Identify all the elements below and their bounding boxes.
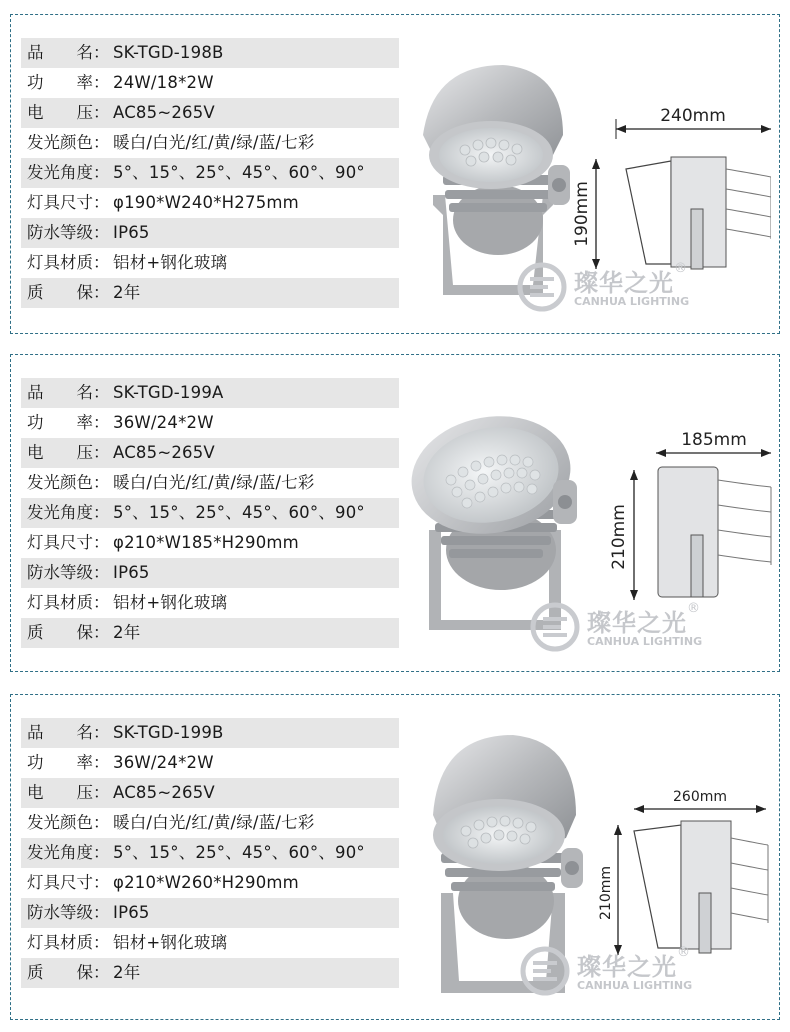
spec-value: 2年 bbox=[113, 283, 141, 302]
spec-row-size bbox=[21, 528, 399, 558]
spec-label: 灯具尺寸： bbox=[27, 873, 110, 892]
spec-value: 36W/24*2W bbox=[113, 753, 214, 772]
spec-label: 品 名： bbox=[27, 723, 110, 742]
spec-value: IP65 bbox=[113, 223, 150, 242]
spec-row-material bbox=[21, 248, 399, 278]
spec-label: 发光角度： bbox=[27, 163, 110, 182]
spec-label: 电 压： bbox=[27, 103, 110, 122]
height-dimension-label: 210mm bbox=[598, 866, 614, 920]
product-card-199a bbox=[10, 354, 780, 672]
spec-value: 5°、15°、25°、45°、60°、90° bbox=[113, 163, 365, 182]
logo-english: CANHUA LIGHTING bbox=[577, 979, 693, 992]
logo-english: CANHUA LIGHTING bbox=[574, 295, 690, 308]
spec-label: 灯具材质： bbox=[27, 253, 110, 272]
spec-row-angle bbox=[21, 838, 399, 868]
spec-value: φ210*W260*H290mm bbox=[113, 873, 299, 892]
spec-label: 发光颜色： bbox=[27, 473, 110, 492]
spec-label: 品 名： bbox=[27, 43, 110, 62]
spec-row-voltage bbox=[21, 778, 399, 808]
spec-value: AC85~265V bbox=[113, 783, 215, 802]
spec-label: 电 压： bbox=[27, 783, 110, 802]
spec-table bbox=[21, 38, 399, 308]
spec-label: 防水等级： bbox=[27, 223, 110, 242]
spec-label: 防水等级： bbox=[27, 903, 110, 922]
spec-label: 灯具尺寸： bbox=[27, 533, 110, 552]
spec-row-power bbox=[21, 408, 399, 438]
spec-row-angle bbox=[21, 498, 399, 528]
spec-row-voltage bbox=[21, 438, 399, 468]
spec-row-power bbox=[21, 748, 399, 778]
spec-value: AC85~265V bbox=[113, 103, 215, 122]
spec-row-ip bbox=[21, 898, 399, 928]
product-card-199b bbox=[10, 694, 780, 1020]
spec-value: SK-TGD-199A bbox=[113, 383, 224, 402]
spec-row-material bbox=[21, 588, 399, 618]
logo-emblem-icon bbox=[516, 261, 568, 313]
spec-label: 发光颜色： bbox=[27, 813, 110, 832]
spec-label: 品 名： bbox=[27, 383, 110, 402]
spec-row-name bbox=[21, 378, 399, 408]
spec-value: SK-TGD-199B bbox=[113, 723, 224, 742]
logo-name: 璨华之光 bbox=[574, 269, 674, 297]
spec-row-color bbox=[21, 468, 399, 498]
spec-row-material bbox=[21, 928, 399, 958]
spec-value: φ190*W240*H275mm bbox=[113, 193, 299, 212]
spec-label: 灯具材质： bbox=[27, 933, 110, 952]
product-card-198b bbox=[10, 14, 780, 334]
logo-name: 璨华之光 bbox=[587, 609, 687, 637]
logo-registered: ® bbox=[677, 945, 690, 960]
spec-value: 铝材+钢化玻璃 bbox=[113, 933, 228, 952]
spec-row-ip bbox=[21, 558, 399, 588]
spec-label: 防水等级： bbox=[27, 563, 110, 582]
spec-value: 暖白/白光/红/黄/绿/蓝/七彩 bbox=[113, 133, 315, 152]
spec-label: 质 保： bbox=[27, 283, 110, 302]
spec-label: 质 保： bbox=[27, 623, 110, 642]
spec-row-color bbox=[21, 808, 399, 838]
watermark-logo bbox=[529, 599, 744, 659]
watermark-logo bbox=[519, 943, 734, 1003]
width-dimension-label: 260mm bbox=[673, 789, 727, 805]
spec-row-name bbox=[21, 718, 399, 748]
spec-value: 2年 bbox=[113, 623, 141, 642]
spec-row-angle bbox=[21, 158, 399, 188]
spec-value: 暖白/白光/红/黄/绿/蓝/七彩 bbox=[113, 473, 315, 492]
spec-value: 铝材+钢化玻璃 bbox=[113, 593, 228, 612]
spec-row-warranty bbox=[21, 618, 399, 648]
spec-label: 发光角度： bbox=[27, 843, 110, 862]
watermark-logo bbox=[516, 259, 731, 319]
spec-table bbox=[21, 378, 399, 648]
spec-value: 5°、15°、25°、45°、60°、90° bbox=[113, 503, 365, 522]
spec-label: 发光角度： bbox=[27, 503, 110, 522]
spec-value: AC85~265V bbox=[113, 443, 215, 462]
spec-row-name bbox=[21, 38, 399, 68]
spec-value: φ210*W185*H290mm bbox=[113, 533, 299, 552]
spec-label: 功 率： bbox=[27, 73, 110, 92]
spec-label: 功 率： bbox=[27, 413, 110, 432]
spec-row-power bbox=[21, 68, 399, 98]
spec-label: 电 压： bbox=[27, 443, 110, 462]
logo-name: 璨华之光 bbox=[577, 953, 677, 981]
spec-value: IP65 bbox=[113, 563, 150, 582]
spec-label: 发光颜色： bbox=[27, 133, 110, 152]
spec-row-warranty bbox=[21, 278, 399, 308]
logo-emblem-icon bbox=[519, 945, 571, 997]
spec-value: 2年 bbox=[113, 963, 141, 982]
spec-value: 24W/18*2W bbox=[113, 73, 214, 92]
spec-value: 铝材+钢化玻璃 bbox=[113, 253, 228, 272]
spec-value: 36W/24*2W bbox=[113, 413, 214, 432]
logo-english: CANHUA LIGHTING bbox=[587, 635, 703, 648]
height-dimension-label: 190mm bbox=[572, 181, 592, 247]
dimension-drawing-199a bbox=[596, 425, 776, 605]
width-dimension-label: 240mm bbox=[660, 106, 726, 126]
spec-row-size bbox=[21, 188, 399, 218]
spec-value: SK-TGD-198B bbox=[113, 43, 224, 62]
spec-row-voltage bbox=[21, 98, 399, 128]
spec-row-ip bbox=[21, 218, 399, 248]
logo-emblem-icon bbox=[529, 601, 581, 653]
spec-table bbox=[21, 718, 399, 988]
dimension-drawing-199b bbox=[596, 783, 776, 958]
logo-registered: ® bbox=[687, 601, 700, 616]
spec-row-color bbox=[21, 128, 399, 158]
logo-registered: ® bbox=[674, 261, 687, 276]
spec-value: 暖白/白光/红/黄/绿/蓝/七彩 bbox=[113, 813, 315, 832]
spec-value: IP65 bbox=[113, 903, 150, 922]
spec-row-size bbox=[21, 868, 399, 898]
height-dimension-label: 210mm bbox=[609, 504, 629, 570]
spec-value: 5°、15°、25°、45°、60°、90° bbox=[113, 843, 365, 862]
spec-label: 质 保： bbox=[27, 963, 110, 982]
width-dimension-label: 185mm bbox=[681, 430, 747, 450]
spec-row-warranty bbox=[21, 958, 399, 988]
dimension-drawing-198b bbox=[571, 99, 771, 274]
spec-label: 功 率： bbox=[27, 753, 110, 772]
spec-label: 灯具材质： bbox=[27, 593, 110, 612]
spec-label: 灯具尺寸： bbox=[27, 193, 110, 212]
